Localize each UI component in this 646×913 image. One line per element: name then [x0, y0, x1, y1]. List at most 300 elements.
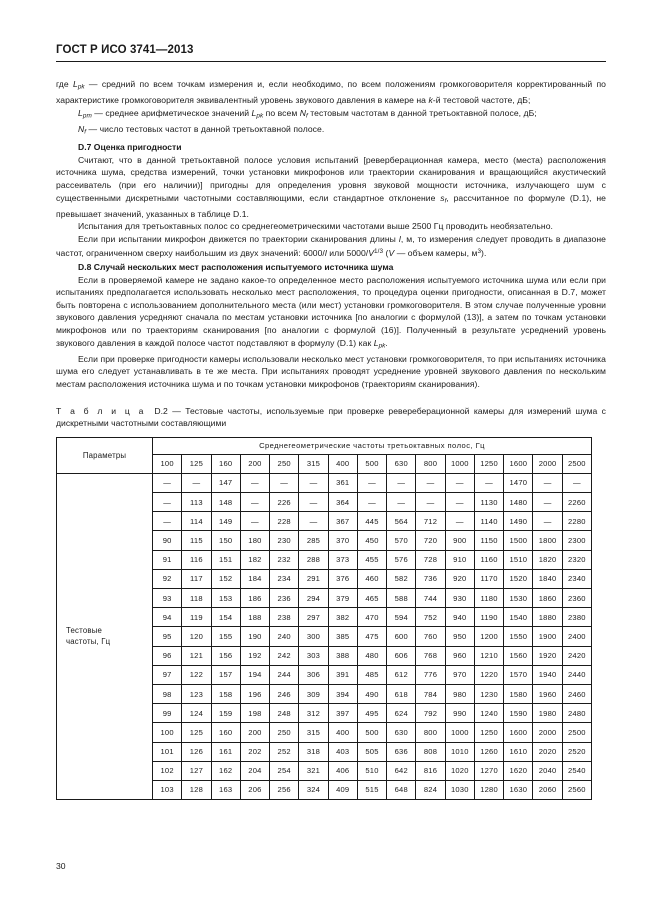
table-cell: 184 — [240, 569, 269, 588]
table-cell: — — [533, 493, 562, 512]
table-cell: 618 — [387, 684, 416, 703]
text-span: или 5000/ — [326, 247, 369, 258]
table-cell: 1170 — [474, 569, 503, 588]
table-cell: 256 — [270, 780, 299, 799]
symbol-sf: s — [440, 192, 445, 203]
column-header-freq-800: 800 — [416, 454, 445, 473]
table-cell: 324 — [299, 780, 328, 799]
table-cell: 510 — [357, 761, 386, 780]
table-cell: 490 — [357, 684, 386, 703]
table-cell: 950 — [445, 627, 474, 646]
table-cell: 188 — [240, 608, 269, 627]
table-cell: 119 — [182, 608, 211, 627]
table-cell: 117 — [182, 569, 211, 588]
table-cell: 2300 — [562, 531, 591, 550]
table-cell: 1130 — [474, 493, 503, 512]
table-cell: — — [240, 493, 269, 512]
table-cell: 2540 — [562, 761, 591, 780]
table-cell: 409 — [328, 780, 357, 799]
text-span: Считают, что в данной третьоктавной полосе условия испытаний [реверберационная камера, место (места) расположения источника шума, средства измерений, точки установки микрофонов или траектории сканирования и вращающийся акустический рассеиватель (при его наличии)] пригодны для определения уровня звуковой мощности источника, излучающего шум с существенными дискретными частотными составляющими, если стандартное отклонение — [56, 154, 606, 203]
table-cell: — — [299, 493, 328, 512]
table-cell: 246 — [270, 684, 299, 703]
table-cell: 99 — [153, 704, 182, 723]
table-cell: 190 — [240, 627, 269, 646]
table-cell: 2260 — [562, 493, 591, 512]
text-span: Если при испытании микрофон движется по траектории сканирования длины — [78, 233, 399, 244]
table-cell: 250 — [270, 723, 299, 742]
table-cell: — — [357, 473, 386, 492]
table-cell: 300 — [299, 627, 328, 646]
table-cell: 252 — [270, 742, 299, 761]
table-cell: 600 — [387, 627, 416, 646]
table-cell: 236 — [270, 589, 299, 608]
table-cell: 784 — [416, 684, 445, 703]
table-cell: 505 — [357, 742, 386, 761]
table-cell: 1820 — [533, 550, 562, 569]
symbol-lpm: L — [78, 107, 83, 118]
table-cell: 1470 — [504, 473, 533, 492]
symbol-lpk3: L — [373, 337, 379, 348]
table-cell: 291 — [299, 569, 328, 588]
table-cell: 594 — [387, 608, 416, 627]
column-header-freq-200: 200 — [240, 454, 269, 473]
table-cell: 824 — [416, 780, 445, 799]
row-label-line-1: Тестовые — [66, 625, 103, 635]
text-span: тестовым частотам в данной третьоктавной полосе, дБ; — [307, 107, 537, 118]
table-cell: 228 — [270, 512, 299, 531]
table-cell: 118 — [182, 589, 211, 608]
table-cell: — — [562, 473, 591, 492]
table-cell: 1800 — [533, 531, 562, 550]
table-cell: 606 — [387, 646, 416, 665]
table-cell: 122 — [182, 665, 211, 684]
table-cell: 564 — [387, 512, 416, 531]
table-cell: 158 — [211, 684, 240, 703]
table-cell: 394 — [328, 684, 357, 703]
table-cell: — — [445, 512, 474, 531]
page-number: 30 — [56, 861, 66, 871]
table-cell: 1510 — [504, 550, 533, 569]
table-cell: 1210 — [474, 646, 503, 665]
row-label-test-frequencies — [57, 473, 153, 799]
table-cell: 127 — [182, 761, 211, 780]
table-cell: 744 — [416, 589, 445, 608]
table-cell: 248 — [270, 704, 299, 723]
table-cell: 102 — [153, 761, 182, 780]
table-cell: 156 — [211, 646, 240, 665]
column-header-freq-2500: 2500 — [562, 454, 591, 473]
table-cell: 1590 — [504, 704, 533, 723]
table-cell: 370 — [328, 531, 357, 550]
table-cell: 1490 — [504, 512, 533, 531]
table-cell: 1540 — [504, 608, 533, 627]
table-cell: 151 — [211, 550, 240, 569]
page-title: ГОСТ Р ИСО 3741—2013 — [56, 44, 194, 56]
table-cell: 150 — [211, 531, 240, 550]
table-cell: — — [240, 473, 269, 492]
column-header-freq-100: 100 — [153, 454, 182, 473]
table-cell: 2000 — [533, 723, 562, 742]
table-cell: — — [153, 473, 182, 492]
paragraph-d7-1 — [56, 154, 606, 221]
table-cell: 149 — [211, 512, 240, 531]
table-cell: 636 — [387, 742, 416, 761]
table-cell: 582 — [387, 569, 416, 588]
table-cell: 1220 — [474, 665, 503, 684]
table-cell: 495 — [357, 704, 386, 723]
table-body — [57, 473, 592, 799]
subscript-f3: f — [444, 197, 447, 205]
table-cell: 1960 — [533, 684, 562, 703]
table-cell: 232 — [270, 550, 299, 569]
table-cell: 1620 — [504, 761, 533, 780]
table-cell: 576 — [387, 550, 416, 569]
table-cell: 254 — [270, 761, 299, 780]
subscript-f: f — [305, 112, 308, 120]
table-cell: 2400 — [562, 627, 591, 646]
table-cell: 515 — [357, 780, 386, 799]
table-cell: 485 — [357, 665, 386, 684]
table-cell: 480 — [357, 646, 386, 665]
table-cell: 123 — [182, 684, 211, 703]
column-header-freq-1000: 1000 — [445, 454, 474, 473]
table-cell: 1580 — [504, 684, 533, 703]
table-cell: 980 — [445, 684, 474, 703]
table-cell: — — [387, 473, 416, 492]
table-head — [57, 437, 592, 473]
table-cell: 2060 — [533, 780, 562, 799]
table-cell: 1860 — [533, 589, 562, 608]
text-span: . — [385, 337, 388, 348]
table-cell: — — [153, 493, 182, 512]
paragraph-d8-2: Если при проверке пригодности камеры использовали несколько мест установки громкоговорителя, то при испытаниях источника шума его следует устанавливать в те же места. При испытаниях проводят усреднение уровней звукового давления по нескольким местам расположения источника шума и по точкам установки микрофонов (траекториям сканирования). — [56, 353, 606, 389]
table-cell: 642 — [387, 761, 416, 780]
table-cell: 455 — [357, 550, 386, 569]
table-cell: 960 — [445, 646, 474, 665]
table-cell: 114 — [182, 512, 211, 531]
table-cell: 90 — [153, 531, 182, 550]
test-frequencies-table — [56, 437, 592, 800]
table-cell: 1520 — [504, 569, 533, 588]
table-cell: 160 — [211, 723, 240, 742]
table-cell: 157 — [211, 665, 240, 684]
table-cell: 244 — [270, 665, 299, 684]
column-header-freq-315: 315 — [299, 454, 328, 473]
table-cell: 2440 — [562, 665, 591, 684]
table-cell: 391 — [328, 665, 357, 684]
table-cell: 364 — [328, 493, 357, 512]
table-cell: 776 — [416, 665, 445, 684]
table-cell: 1880 — [533, 608, 562, 627]
table-cell: 1010 — [445, 742, 474, 761]
table-cell: 2520 — [562, 742, 591, 761]
table-cell: 100 — [153, 723, 182, 742]
table-cell: 406 — [328, 761, 357, 780]
subscript-pk: pk — [77, 83, 85, 91]
table-cell: 128 — [182, 780, 211, 799]
table-cell: 125 — [182, 723, 211, 742]
table-cell: 315 — [299, 723, 328, 742]
table-cell: — — [416, 473, 445, 492]
table-cell: 382 — [328, 608, 357, 627]
column-header-freq-125: 125 — [182, 454, 211, 473]
table-cell: 2500 — [562, 723, 591, 742]
table-cell: 163 — [211, 780, 240, 799]
table-cell: 1550 — [504, 627, 533, 646]
table-cell: 361 — [328, 473, 357, 492]
table-cell: — — [270, 473, 299, 492]
table-cell: — — [387, 493, 416, 512]
column-header-freq-1600: 1600 — [504, 454, 533, 473]
table-cell: 198 — [240, 704, 269, 723]
table-cell: 1600 — [504, 723, 533, 742]
text-span: — число тестовых частот в данной третьоктавной полосе. — [86, 123, 325, 134]
symbol-lpk: L — [72, 79, 78, 89]
paragraph-definition-lpm — [56, 107, 606, 123]
table-cell: 306 — [299, 665, 328, 684]
table-cell: 720 — [416, 531, 445, 550]
table-cell: 792 — [416, 704, 445, 723]
table-cell: 648 — [387, 780, 416, 799]
table-cell: 192 — [240, 646, 269, 665]
table-cell: 470 — [357, 608, 386, 627]
table-cell: 2380 — [562, 608, 591, 627]
paragraph-definition-lpk — [56, 78, 606, 107]
table-cell: 161 — [211, 742, 240, 761]
table-cell: — — [416, 493, 445, 512]
table-cell: 930 — [445, 589, 474, 608]
table-cell: — — [240, 512, 269, 531]
table-cell: 2460 — [562, 684, 591, 703]
table-cell: 1000 — [445, 723, 474, 742]
table-cell: 1240 — [474, 704, 503, 723]
table-cell: 148 — [211, 493, 240, 512]
table-cell: 2020 — [533, 742, 562, 761]
table-cell: 182 — [240, 550, 269, 569]
table-cell: 376 — [328, 569, 357, 588]
table-cell: 1570 — [504, 665, 533, 684]
symbol-k: k — [428, 95, 433, 106]
table-cell: 373 — [328, 550, 357, 569]
table-cell: 230 — [270, 531, 299, 550]
text-span: — средний по всем точкам измерения и, если необходимо, по всем положениям громкоговорителя корректированный по характеристике громкоговорителя эквивалентный уровень звукового давления в камере на — [56, 79, 606, 106]
text-span: — среднее арифметическое значений — [91, 107, 252, 118]
symbol-v: V — [368, 247, 375, 258]
table-cell: 752 — [416, 608, 445, 627]
text-span: ( — [383, 247, 389, 258]
table-cell: 1530 — [504, 589, 533, 608]
table-cell: 570 — [387, 531, 416, 550]
table-cell: 103 — [153, 780, 182, 799]
table-cell: 194 — [240, 665, 269, 684]
table-cell: 91 — [153, 550, 182, 569]
table-cell: 2340 — [562, 569, 591, 588]
table-cell: 385 — [328, 627, 357, 646]
text-span: , м, то измерения следует проводить в диапазоне частот, ограниченном сверху наибольшим из двух значений: 6000/ — [56, 233, 607, 258]
table-row — [57, 473, 592, 492]
table-cell: 800 — [416, 723, 445, 742]
text-span: -й тестовой частоте, дБ; — [432, 95, 531, 106]
table-cell: 445 — [357, 512, 386, 531]
table-cell: 159 — [211, 704, 240, 723]
table-cell: 2360 — [562, 589, 591, 608]
table-cell: 1630 — [504, 780, 533, 799]
table-cell: 475 — [357, 627, 386, 646]
table-cell: 97 — [153, 665, 182, 684]
table-cell: 728 — [416, 550, 445, 569]
table-cell: 154 — [211, 608, 240, 627]
table-cell: 297 — [299, 608, 328, 627]
table-cell: 309 — [299, 684, 328, 703]
table-cell: 900 — [445, 531, 474, 550]
table-cell: 116 — [182, 550, 211, 569]
table-cell: 200 — [240, 723, 269, 742]
table-cell: 465 — [357, 589, 386, 608]
table-caption-text: — Тестовые частоты, используемые при проверке ревереберационной камеры для измерений шума с дискретными частотными составляющими — [56, 405, 606, 429]
column-header-freq-630: 630 — [387, 454, 416, 473]
column-header-freq-500: 500 — [357, 454, 386, 473]
table-cell: 186 — [240, 589, 269, 608]
row-label-line-2: частоты, Гц — [66, 637, 111, 647]
table-cell: 2420 — [562, 646, 591, 665]
table-cell: 120 — [182, 627, 211, 646]
table-cell: 1260 — [474, 742, 503, 761]
table-cell: 113 — [182, 493, 211, 512]
table-cell: 1270 — [474, 761, 503, 780]
table-cell: 96 — [153, 646, 182, 665]
table-cell: — — [474, 473, 503, 492]
table-cell: 940 — [445, 608, 474, 627]
table-cell: 1140 — [474, 512, 503, 531]
table-cell: 1250 — [474, 723, 503, 742]
table-cell: 1560 — [504, 646, 533, 665]
subscript-pk2: pk — [256, 112, 264, 120]
table-cell: 808 — [416, 742, 445, 761]
table-cell: 1150 — [474, 531, 503, 550]
table-cell: 1610 — [504, 742, 533, 761]
table-cell: 367 — [328, 512, 357, 531]
table-cell: 1190 — [474, 608, 503, 627]
table-cell: 318 — [299, 742, 328, 761]
table-cell: 288 — [299, 550, 328, 569]
text-span: ). — [481, 247, 487, 258]
table-cell: 240 — [270, 627, 299, 646]
table-cell: 970 — [445, 665, 474, 684]
table-cell: 990 — [445, 704, 474, 723]
table-cell: 98 — [153, 684, 182, 703]
table-cell: 388 — [328, 646, 357, 665]
table-cell: 206 — [240, 780, 269, 799]
table-cell: 500 — [357, 723, 386, 742]
table-cell: 294 — [299, 589, 328, 608]
table-cell: 94 — [153, 608, 182, 627]
table-cell: 147 — [211, 473, 240, 492]
table-cell: 1900 — [533, 627, 562, 646]
column-header-freq-160: 160 — [211, 454, 240, 473]
table-cell: 1980 — [533, 704, 562, 723]
table-cell: 321 — [299, 761, 328, 780]
table-cell: 124 — [182, 704, 211, 723]
table-cell: 1180 — [474, 589, 503, 608]
table-cell: 226 — [270, 493, 299, 512]
table-cell: 1920 — [533, 646, 562, 665]
symbol-nf2: N — [78, 123, 85, 134]
table-cell: 238 — [270, 608, 299, 627]
table-cell: 234 — [270, 569, 299, 588]
subscript-pk3: pk — [378, 342, 386, 350]
column-header-freq-400: 400 — [328, 454, 357, 473]
table-cell: 920 — [445, 569, 474, 588]
table-cell: 1480 — [504, 493, 533, 512]
table-cell: 460 — [357, 569, 386, 588]
table-cell: 180 — [240, 531, 269, 550]
text-span: Если в проверяемой камере не задано какое-то определенное место расположения испытуемого источника шума или если при испытаниях предполагается использовать несколько мест расположения, то процедура оценки пригодности, описанная в D.7, может быть повторена с использованием дополнительного места (или мест) установки громкоговорителя. В этом случае полученные уровни звукового давления усредняют сначала по местам установки источника [по аналогии с формулой (13)], а затем по точкам установки микрофонов или по траекториям сканирования [по аналогии с формулой (16)]. Полученный в результате усреднений уровень звукового давления в каждой полосе частот подставляют в формулу (D.1) как — [56, 274, 606, 348]
table-cell: 1230 — [474, 684, 503, 703]
table-cell: 450 — [357, 531, 386, 550]
column-header-parameters: Параметры — [57, 437, 153, 473]
table-cell: 101 — [153, 742, 182, 761]
table-cell: 2320 — [562, 550, 591, 569]
table-cell: 95 — [153, 627, 182, 646]
table-caption — [56, 405, 606, 430]
table-cell: 736 — [416, 569, 445, 588]
table-cell: 285 — [299, 531, 328, 550]
table-cell: 1200 — [474, 627, 503, 646]
subscript-f2: f — [84, 128, 87, 136]
table-cell: 242 — [270, 646, 299, 665]
table-cell: — — [357, 493, 386, 512]
paragraph-definition-nf — [56, 123, 606, 139]
table-cell: 92 — [153, 569, 182, 588]
table-cell: 2040 — [533, 761, 562, 780]
table-header-row-group — [57, 437, 592, 454]
column-header-freq-250: 250 — [270, 454, 299, 473]
text-span: по всем — [263, 107, 300, 118]
table-cell: 1500 — [504, 531, 533, 550]
table-cell: 712 — [416, 512, 445, 531]
table-cell: 624 — [387, 704, 416, 723]
table-cell: 115 — [182, 531, 211, 550]
table-cell: — — [153, 512, 182, 531]
table-cell: 204 — [240, 761, 269, 780]
table-cell: 153 — [211, 589, 240, 608]
table-cell: 2560 — [562, 780, 591, 799]
section-heading-d8: D.8 Случай нескольких мест расположения испытуемого источника шума — [78, 261, 394, 272]
table-cell: — — [445, 493, 474, 512]
text-span: — объем камеры, м — [394, 247, 478, 258]
table-cell: — — [182, 473, 211, 492]
text-span: , рассчитанное по формуле (D.1), не превышает значений, указанных в таблице D.1. — [56, 192, 606, 219]
table-cell: 400 — [328, 723, 357, 742]
table-cell: 768 — [416, 646, 445, 665]
table-cell: — — [533, 512, 562, 531]
table-caption-prefix: Т а б л и ц а — [56, 405, 146, 416]
paragraph-d7-3 — [56, 233, 606, 259]
superscript-cubed: 3 — [477, 247, 482, 255]
table-cell: 588 — [387, 589, 416, 608]
table-cell: 910 — [445, 550, 474, 569]
table-cell: 1840 — [533, 569, 562, 588]
table-cell: — — [299, 512, 328, 531]
table-cell: 816 — [416, 761, 445, 780]
table-cell: 126 — [182, 742, 211, 761]
table-caption-number: D.2 — [154, 405, 168, 416]
table-cell: 2280 — [562, 512, 591, 531]
table-cell: 2480 — [562, 704, 591, 723]
superscript-one-third: 1/3 — [374, 247, 384, 255]
table-cell: 1030 — [445, 780, 474, 799]
table-cell: — — [445, 473, 474, 492]
